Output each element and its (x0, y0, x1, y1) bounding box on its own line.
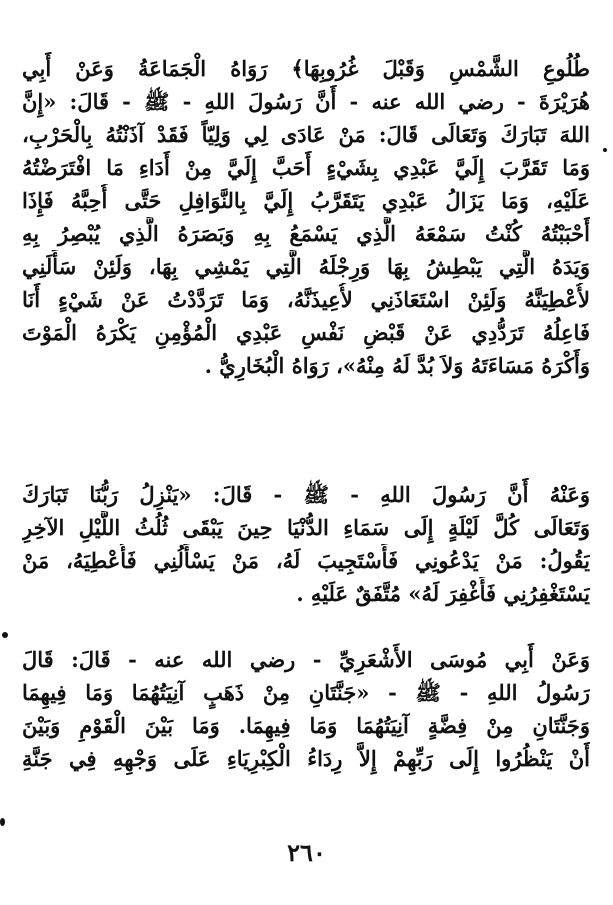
text-line: رَسُولُ اللهِ - ﷺ - «جَنَّتَانِ مِنْ ذَهَبٍ آنِيَتُهُمَا وَمَا فِيهِمَا (22, 680, 590, 705)
text-line: اللهَ تَبَارَكَ وَتَعَالَى قَالَ: مَنْ عَادَى لِي وَلِيّاً فَقَدْ آذَنْتُهُ بِالْحَرْبِ، (22, 122, 590, 147)
scan-mark (603, 148, 607, 152)
text-line: عَلَيْهِ، وَمَا يَزَالُ عَبْدِي يَتَقَرَّبُ إِلَيَّ بِالنَّوَافِلِ حَتَّى أُحِبَّهُ فَإِذَا (22, 188, 590, 213)
text-line: أَنْ يَنْظُرُوا إِلَى رَبِّهِمْ إِلاَّ رِدَاءُ الْكِبْرِيَاءِ عَلَى وَجْهِهِ فِي جَنَّةِ (22, 746, 590, 771)
scan-mark (2, 632, 8, 638)
text-line: وَعَنْهُ أَنَّ رَسُولَ اللهِ - ﷺ - قَالَ: «يَنْزِلُ رَبُّنَا تَبَارَكَ (22, 482, 590, 507)
text-line: هُرَيْرَةَ - رضي الله عنه - أَنَّ رَسُولَ اللهِ - ﷺ - قَالَ: «إِنَّ (22, 89, 590, 114)
text-line: طُلُوعِ الشَّمْسِ وَقَبْلَ غُرُوبِهَا﴾ رَوَاهُ الْجَمَاعَةُ وَعَنْ أَبِي (22, 56, 590, 81)
text-line: أَحْبَبْتُهُ كُنْتُ سَمْعَهُ الَّذِي يَسْمَعُ بِهِ وَبَصَرَهُ الَّذِي يُبْصِرُ بِهِ (22, 221, 590, 246)
text-line: وَيَدَهُ الَّتِي يَبْطِشُ بِهَا وَرِجْلَهُ الَّتِي يَمْشِي بِهَا، وَلَئِنْ سَأَلَنِي (22, 254, 590, 279)
text-line: لأُعْطِيَنَّهُ وَلَئِنْ اسْتَعَاذَنِي لأُعِيذَنَّهُ، وَمَا تَرَدَّدْتُ عَنْ شَيْءٍ أَنَا (22, 287, 590, 312)
page-number: ٢٦٠ (287, 838, 326, 867)
text-line: يَسْتَغْفِرُنِي فَأَغْفِرَ لَهُ» مُتَّفَقٌ عَلَيْهِ . (296, 581, 590, 606)
text-line: وَجَنَّتَانِ مِنْ فِضَّةٍ آنِيَتُهُمَا وَمَا فِيهِمَا. وَمَا بَيْنَ الْقَوْمِ وَبَيْنَ (22, 713, 590, 738)
text-line: فَاعِلُهُ تَرَدُّدِي عَنْ قَبْضِ نَفْسِ عَبْدِي الْمُؤْمِنِ يَكْرَهُ الْمَوْتَ (22, 320, 590, 345)
text-line: يَقُولُ: مَنْ يَدْعُونِي فَأَسْتَجِيبَ لَهُ، مَنْ يَسْأَلُنِي فَأُعْطِيَهُ، مَنْ (22, 548, 590, 573)
text-line: وَمَا تَقَرَّبَ إِلَيَّ عَبْدِي بِشَيْءٍ أَحَبَّ إِلَيَّ مِنْ أَدَاءِ مَا افْتَرَضْتُهُ (22, 155, 590, 180)
paragraph-3 (22, 643, 590, 775)
text-line: وَعَنْ أَبِي مُوسَى الأَشْعَرِيِّ - رضي الله عنه - قَالَ: قَالَ (22, 647, 590, 672)
paragraph-2 (22, 478, 590, 610)
paragraph-1 (22, 52, 590, 382)
scan-mark (0, 818, 5, 826)
text-line: وَأَكْرَهُ مَسَاءَتَهُ وَلاَ بُدَّ لَهُ مِنْهُ»، رَوَاهُ الْبُخَارِيُّ . (204, 353, 590, 378)
text-line: وَتَعَالَى كُلَّ لَيْلَةٍ إِلَى سَمَاءِ الدُّنْيَا حِينَ يَبْقَى ثُلُثُ اللَّيْلِ الآخِرِ (22, 515, 590, 540)
